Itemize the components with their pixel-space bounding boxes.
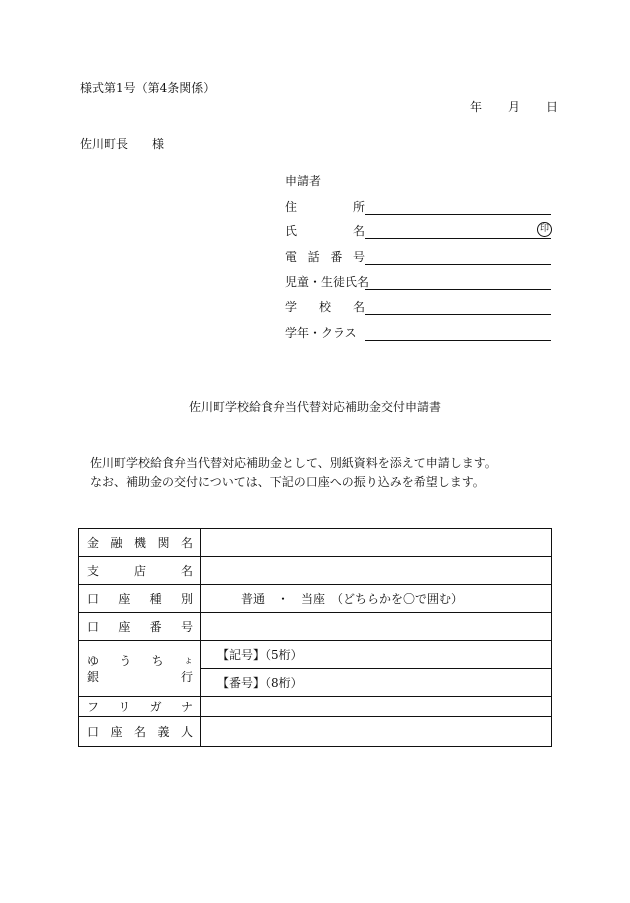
table-row [79, 613, 552, 641]
table-row [79, 557, 552, 585]
document-title: 佐川町学校給食弁当代替対応補助金交付申請書 [188, 400, 441, 414]
field-label-phone: 電 話 番 号 [285, 250, 365, 264]
school-field[interactable] [365, 300, 551, 315]
addressee: 佐川町長 様 [80, 137, 165, 151]
bank-account-table [78, 528, 552, 747]
name-field[interactable] [365, 224, 551, 239]
account-holder-field[interactable] [201, 717, 552, 747]
seal-mark: 印 [537, 222, 552, 237]
yucho-bangou-field[interactable]: 【番号】（8桁） [201, 669, 552, 697]
table-row [79, 529, 552, 557]
branch-field[interactable] [201, 557, 552, 585]
financial-institution-field[interactable] [201, 529, 552, 557]
account-number-field[interactable] [201, 613, 552, 641]
table-row [79, 697, 552, 717]
grade-class-field[interactable] [365, 326, 551, 341]
date-month: 月 [508, 100, 521, 114]
table-row [79, 585, 552, 613]
address-field[interactable] [365, 200, 551, 215]
yucho-kigou-field[interactable]: 【記号】（5桁） [201, 641, 552, 669]
phone-field[interactable] [365, 250, 551, 265]
field-label-student-name: 児童・生徒氏名 [285, 275, 370, 289]
date-day: 日 [546, 100, 559, 114]
date-line [470, 100, 558, 114]
table-row [79, 641, 552, 669]
financial-institution-label: 金 融 機 関 名 [79, 529, 201, 557]
field-label-name: 氏 名 [285, 224, 365, 238]
body-line-1: 佐川町学校給食弁当代替対応補助金として、別紙資料を添えて申請します。 [90, 456, 497, 470]
account-type-value[interactable]: 普通 ・ 当座 （どちらかを〇で囲む） [201, 585, 552, 613]
applicant-title: 申請者 [285, 174, 322, 188]
account-type-label: 口 座 種 別 [79, 585, 201, 613]
field-label-school: 学 校 名 [285, 300, 365, 314]
student-name-field[interactable] [365, 275, 551, 290]
form-number: 様式第1号（第4条関係） [80, 81, 216, 95]
furigana-label: フ リ ガ ナ [79, 697, 201, 717]
body-line-2: なお、補助金の交付については、下記の口座への振り込みを希望します。 [90, 475, 485, 489]
account-holder-label: 口 座 名 義 人 [79, 717, 201, 747]
field-label-address: 住 所 [285, 200, 365, 214]
table-row [79, 717, 552, 747]
yucho-bank-label: ゆ う ち ょ 銀 行 [79, 641, 201, 697]
date-year: 年 [470, 100, 483, 114]
field-label-grade-class: 学年・クラス [285, 326, 357, 340]
furigana-field[interactable] [201, 697, 552, 717]
branch-label: 支 店 名 [79, 557, 201, 585]
account-number-label: 口 座 番 号 [79, 613, 201, 641]
